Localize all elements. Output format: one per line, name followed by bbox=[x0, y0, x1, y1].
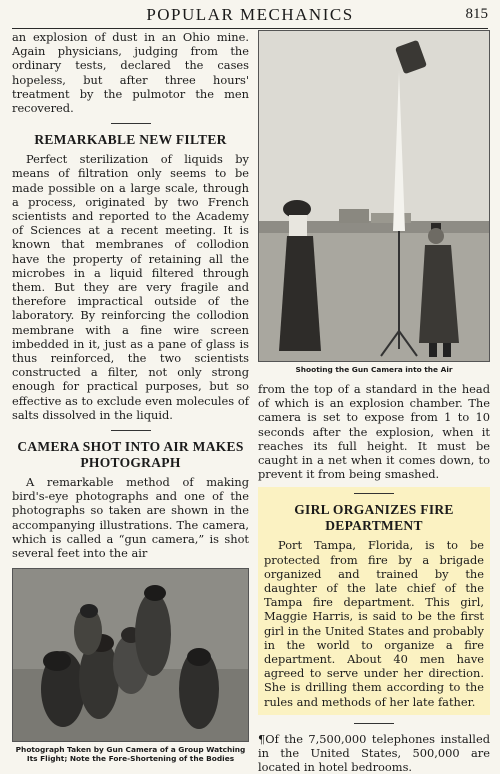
group-photo-caption: Photograph Taken by Gun Camera of a Group Watching Its Flight; Note the Fore-Shortening of the Bodies bbox=[15, 745, 246, 764]
camera-headline: CAMERA SHOT INTO AIR MAKES PHOTOGRAPH bbox=[17, 439, 244, 471]
right-column bbox=[258, 30, 490, 774]
filter-article: Perfect sterilization of liquids by means of filtration only seems to be made possible on a large scale, through a process, originated by two French scientists and reported to the Academy of Sciences at a recent meeting. It is known that membranes of collodion have the property of retaining all the microbes in a liquid filtered through them. But they are very fragile and therefore impractical outside of the laboratory. By reinforcing the collodion membrane with a fine wire screen imbedded in it, just as a pane of glass is thus reinforced, the two scientists constructed a filter, not only strong enough for practical purposes, but so effective as to exclude even molecules of salts dissolved in the liquid. bbox=[12, 152, 249, 422]
camera-article: A remarkable method of making bird's-eye photographs and one of the photographs so taken are shown in the accompanying illustrations. The camera, which is called a “gun camera,” is shot several feet into the air bbox=[12, 475, 249, 561]
gun-camera-photo bbox=[258, 30, 490, 362]
section-divider bbox=[111, 430, 151, 431]
intro-paragraph: an explosion of dust in an Ohio mine. Again physicians, judging from the ordinary tests, declared the cases hopeless, but after three hours' treatment by the pulmotor the men recovered. bbox=[12, 30, 249, 116]
page-number: 815 bbox=[465, 6, 488, 22]
magazine-title: POPULAR MECHANICS bbox=[146, 5, 354, 24]
gun-camera-caption: Shooting the Gun Camera into the Air bbox=[295, 365, 453, 374]
page-header bbox=[12, 4, 488, 29]
fire-department-box bbox=[258, 487, 490, 714]
gun-camera-image bbox=[259, 31, 489, 361]
group-photo-image bbox=[13, 569, 248, 741]
filter-headline: REMARKABLE NEW FILTER bbox=[34, 132, 227, 148]
left-column bbox=[12, 30, 249, 763]
camera-article-continued: from the top of a standard in the head of which is an explosion chamber. The camera is set to expose from 1 to 10 seconds after the explosion, when it reaches its full height. It must be caught in a net when it comes down, to prevent it from being smashed. bbox=[258, 382, 490, 482]
section-divider bbox=[354, 723, 394, 724]
fire-article: Port Tampa, Florida, is to be protected from fire by a brigade organized and trained by the daughter of the late chief of the Tampa fire department. This girl, Maggie Harris, is said to be the first girl in the United States and probably in the world to organize a fire department. About 40 men have agreed to serve under her direction. She is drilling them according to the rules and methods of her late father. bbox=[264, 538, 484, 709]
section-divider bbox=[111, 123, 151, 124]
group-photo bbox=[12, 568, 249, 742]
section-divider bbox=[354, 493, 394, 494]
telephone-note: ¶Of the 7,500,000 telephones installed in the United States, 500,000 are located in hotel bedrooms. bbox=[258, 731, 490, 774]
fire-headline: GIRL ORGANIZES FIRE DEPARTMENT bbox=[294, 502, 454, 534]
